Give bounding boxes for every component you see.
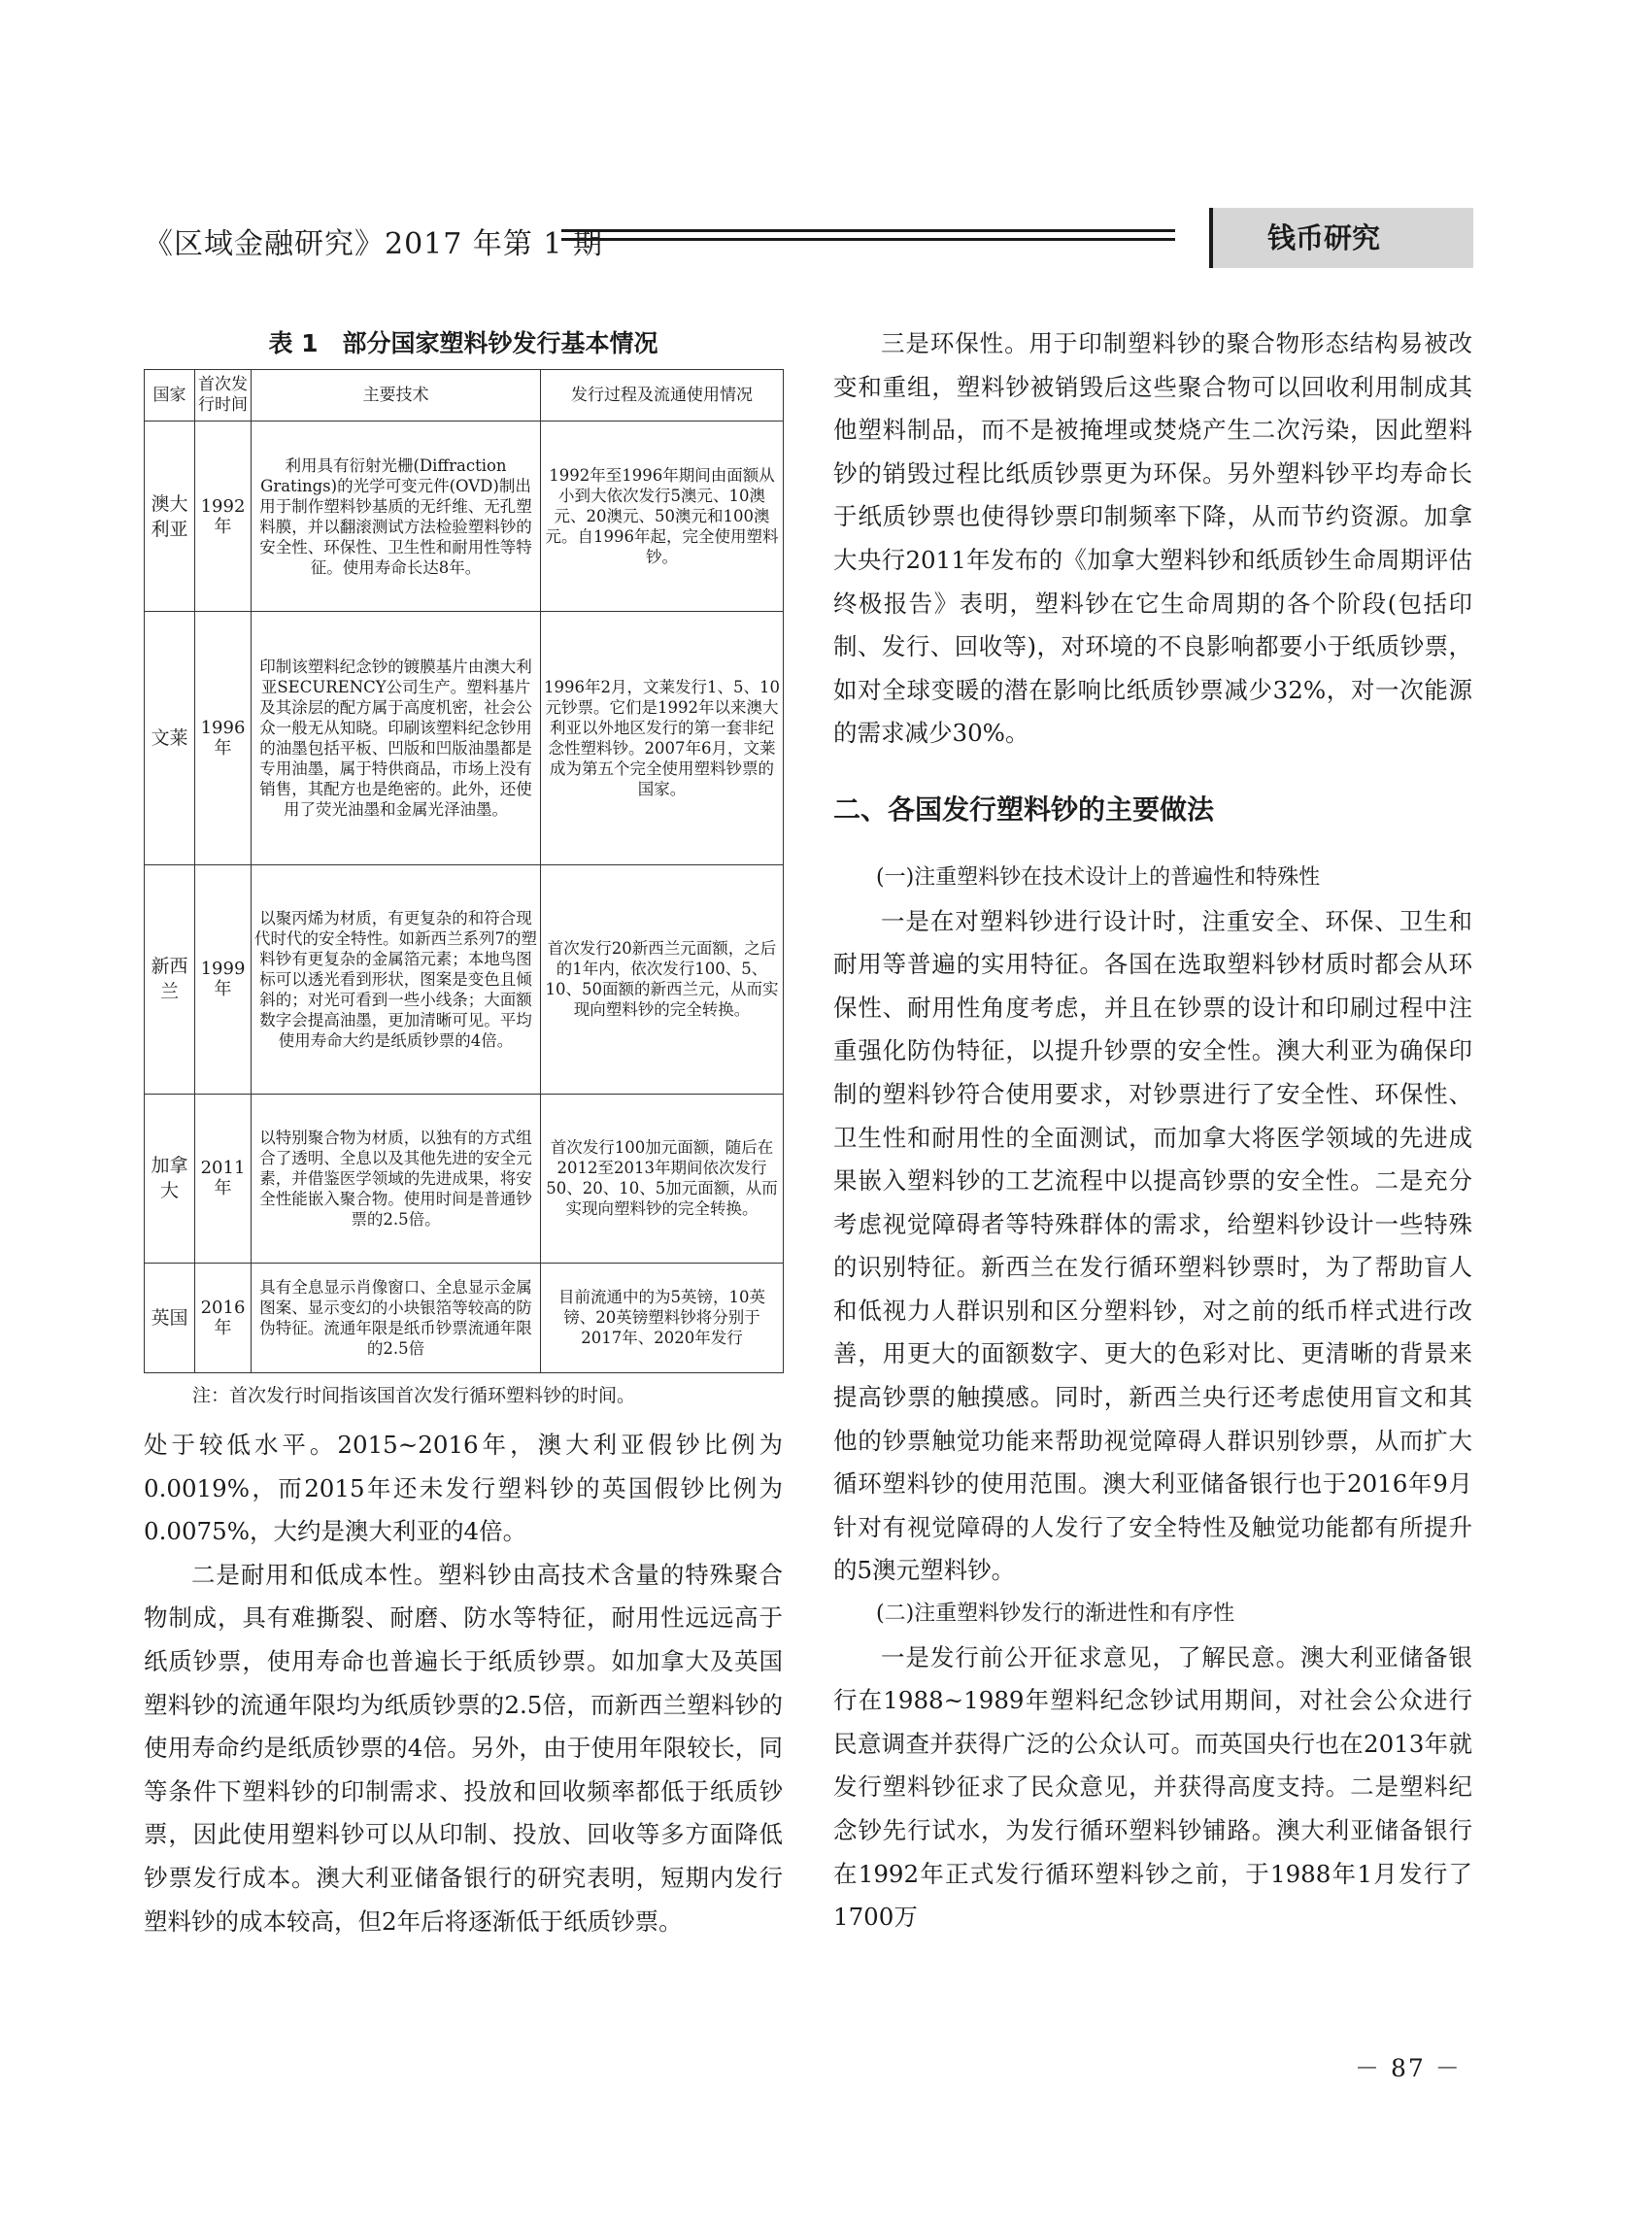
table-row	[145, 1263, 784, 1372]
sub-heading: (一)注重塑料钞在技术设计上的普遍性和特殊性	[876, 864, 1321, 890]
cell-country: 加拿大	[145, 1094, 195, 1263]
cell-process: 1992年至1996年期间由面额从小到大依次发行5澳元、10澳元、20澳元、50澳元和100澳元。自1996年起，完全使用塑料钞。	[541, 422, 784, 612]
cell-country: 澳大利亚	[145, 422, 195, 612]
table-row	[145, 422, 784, 612]
cell-process: 首次发行20新西兰元面额，之后的1年内，依次发行100、5、10、50面额的新西兰元，从而实现向塑料钞的完全转换。	[541, 865, 784, 1094]
section-tag: 钱币研究	[1209, 208, 1473, 268]
cell-year: 2016年	[195, 1263, 252, 1372]
page-number: － 87 －	[1355, 2054, 1462, 2082]
table-row	[145, 865, 784, 1094]
table-row	[145, 1094, 784, 1263]
col-header-country: 国家	[145, 370, 195, 422]
table-header-row	[145, 370, 784, 422]
header-double-rule	[561, 229, 1175, 241]
cell-year: 2011年	[195, 1094, 252, 1263]
paragraph: 处于较低水平。2015~2016年，澳大利亚假钞比例为0.0019%，而2015年还未发行塑料钞的英国假钞比例为0.0075%，大约是澳大利亚的4倍。	[144, 1431, 783, 1546]
cell-country: 英国	[145, 1263, 195, 1372]
col-header-process: 发行过程及流通使用情况	[541, 370, 784, 422]
paragraph: 一是在对塑料钞进行设计时，注重安全、环保、卫生和耐用等普遍的实用特征。各国在选取塑料钞材质时都会从环保性、耐用性角度考虑，并且在钞票的设计和印刷过程中注重强化防伪特征，以提升钞票的安全性。澳大利亚为确保印制的塑料钞符合使用要求，对钞票进行了安全性、环保性、卫生性和耐用性的全面测试，而加拿大将医学领域的先进成果嵌入塑料钞的工艺流程中以提高钞票的安全性。二是充分考虑视觉障碍者等特殊群体的需求，给塑料钞设计一些特殊的识别特征。新西兰在发行循环塑料钞票时，为了帮助盲人和低视力人群识别和区分塑料钞，对之前的纸币样式进行改善，用更大的面额数字、更大的色彩对比、更清晰的背景来提高钞票的触摸感。同时，新西兰央行还考虑使用盲文和其他的钞票触觉功能来帮助视觉障碍人群识别钞票，从而扩大循环塑料钞的使用范围。澳大利亚储备银行也于2016年9月针对有视觉障碍的人发行了安全特性及触觉功能都有所提升的5澳元塑料钞。	[833, 906, 1472, 1585]
cell-tech: 具有全息显示肖像窗口、全息显示金属图案、显示变幻的小块银箔等较高的防伪特征。流通年限是纸币钞票流通年限的2.5倍	[252, 1263, 541, 1372]
col-header-tech: 主要技术	[252, 370, 541, 422]
cell-tech: 以特别聚合物为材质，以独有的方式组合了透明、全息以及其他先进的安全元素，并借鉴医学领域的先进成果，将安全性能嵌入聚合物。使用时间是普通钞票的2.5倍。	[252, 1094, 541, 1263]
col-header-year: 首次发行时间	[195, 370, 252, 422]
cell-year: 1996年	[195, 612, 252, 865]
cell-country: 文莱	[145, 612, 195, 865]
table-caption: 表 1 部分国家塑料钞发行基本情况	[268, 329, 658, 357]
cell-process: 目前流通中的为5英镑，10英镑、20英镑塑料钞将分别于2017年、2020年发行	[541, 1263, 784, 1372]
cell-year: 1992年	[195, 422, 252, 612]
cell-process: 首次发行100加元面额，随后在2012至2013年期间依次发行50、20、10、5加元面额，从而实现向塑料钞的完全转换。	[541, 1094, 784, 1263]
cell-year: 1999年	[195, 865, 252, 1094]
right-column	[833, 322, 1472, 1939]
table-note: 注：首次发行时间指该国首次发行循环塑料钞的时间。	[192, 1385, 636, 1406]
cell-process: 1996年2月，文莱发行1、5、10元钞票。它们是1992年以来澳大利亚以外地区发行的第一套非纪念性塑料钞。2007年6月，文莱成为第五个完全使用塑料钞票的国家。	[541, 612, 784, 865]
sub-heading: (二)注重塑料钞发行的渐进性和有序性	[876, 1602, 1235, 1627]
cell-tech: 印制该塑料纪念钞的镀膜基片由澳大利亚SECURENCY公司生产。塑料基片及其涂层的配方属于高度机密，社会公众一般无从知晓。印刷该塑料纪念钞用的油墨包括平板、凹版和凹版油墨都是专用油墨，属于特供商品，市场上没有销售，其配方也是绝密的。此外，还使用了荧光油墨和金属光泽油墨。	[252, 612, 541, 865]
cell-tech: 以聚丙烯为材质，有更复杂的和符合现代时代的安全特性。如新西兰系列7的塑料钞有更复杂的金属箔元素；本地鸟图标可以透光看到形状，图案是变色且倾斜的；对光可看到一些小线条；大面额数字会提高油墨，更加清晰可见。平均使用寿命大约是纸质钞票的4倍。	[252, 865, 541, 1094]
table-row	[145, 612, 784, 865]
journal-title: 《区域金融研究》2017 年第 1 期	[144, 227, 604, 261]
cell-tech: 利用具有衍射光栅(Diffraction Gratings)的光学可变元件(OVD)制出用于制作塑料钞基质的无纤维、无孔塑料膜，并以翻滚测试方法检验塑料钞的安全性、环保性、卫生性和耐用性等特征。使用寿命长达8年。	[252, 422, 541, 612]
paragraph: 一是发行前公开征求意见，了解民意。澳大利亚储备银行在1988~1989年塑料纪念钞试用期间，对社会公众进行民意调查并获得广泛的公众认可。而英国央行也在2013年就发行塑料钞征求了民众意见，并获得高度支持。二是塑料纪念钞先行试水，为发行循环塑料钞铺路。澳大利亚储备银行在1992年正式发行循环塑料钞之前，于1988年1月发行了1700万	[833, 1642, 1472, 1932]
paragraph: 三是环保性。用于印制塑料钞的聚合物形态结构易被改变和重组，塑料钞被销毁后这些聚合物可以回收利用制成其他塑料制品，而不是被掩埋或焚烧产生二次污染，因此塑料钞的销毁过程比纸质钞票更为环保。另外塑料钞平均寿命长于纸质钞票也使得钞票印制频率下降，从而节约资源。加拿大央行2011年发布的《加拿大塑料钞和纸质钞生命周期评估终极报告》表明，塑料钞在它生命周期的各个阶段(包括印制、发行、回收等)，对环境的不良影响都要小于纸质钞票，如对全球变暖的潜在影响比纸质钞票减少32%，对一次能源的需求减少30%。	[833, 329, 1472, 748]
section-heading: 二、各国发行塑料钞的主要做法	[833, 793, 1215, 826]
cell-country: 新西兰	[145, 865, 195, 1094]
left-column	[144, 1424, 783, 1943]
paragraph: 二是耐用和低成本性。塑料钞由高技术含量的特殊聚合物制成，具有难撕裂、耐磨、防水等特征，耐用性远远高于纸质钞票，使用寿命也普遍长于纸质钞票。如加拿大及英国塑料钞的流通年限均为纸质钞票的2.5倍，而新西兰塑料钞的使用寿命约是纸质钞票的4倍。另外，由于使用年限较长，同等条件下塑料钞的印制需求、投放和回收频率都低于纸质钞票，因此使用塑料钞可以从印制、投放、回收等多方面降低钞票发行成本。澳大利亚储备银行的研究表明，短期内发行塑料钞的成本较高，但2年后将逐渐低于纸质钞票。	[144, 1560, 783, 1936]
banknote-table	[144, 369, 784, 1373]
